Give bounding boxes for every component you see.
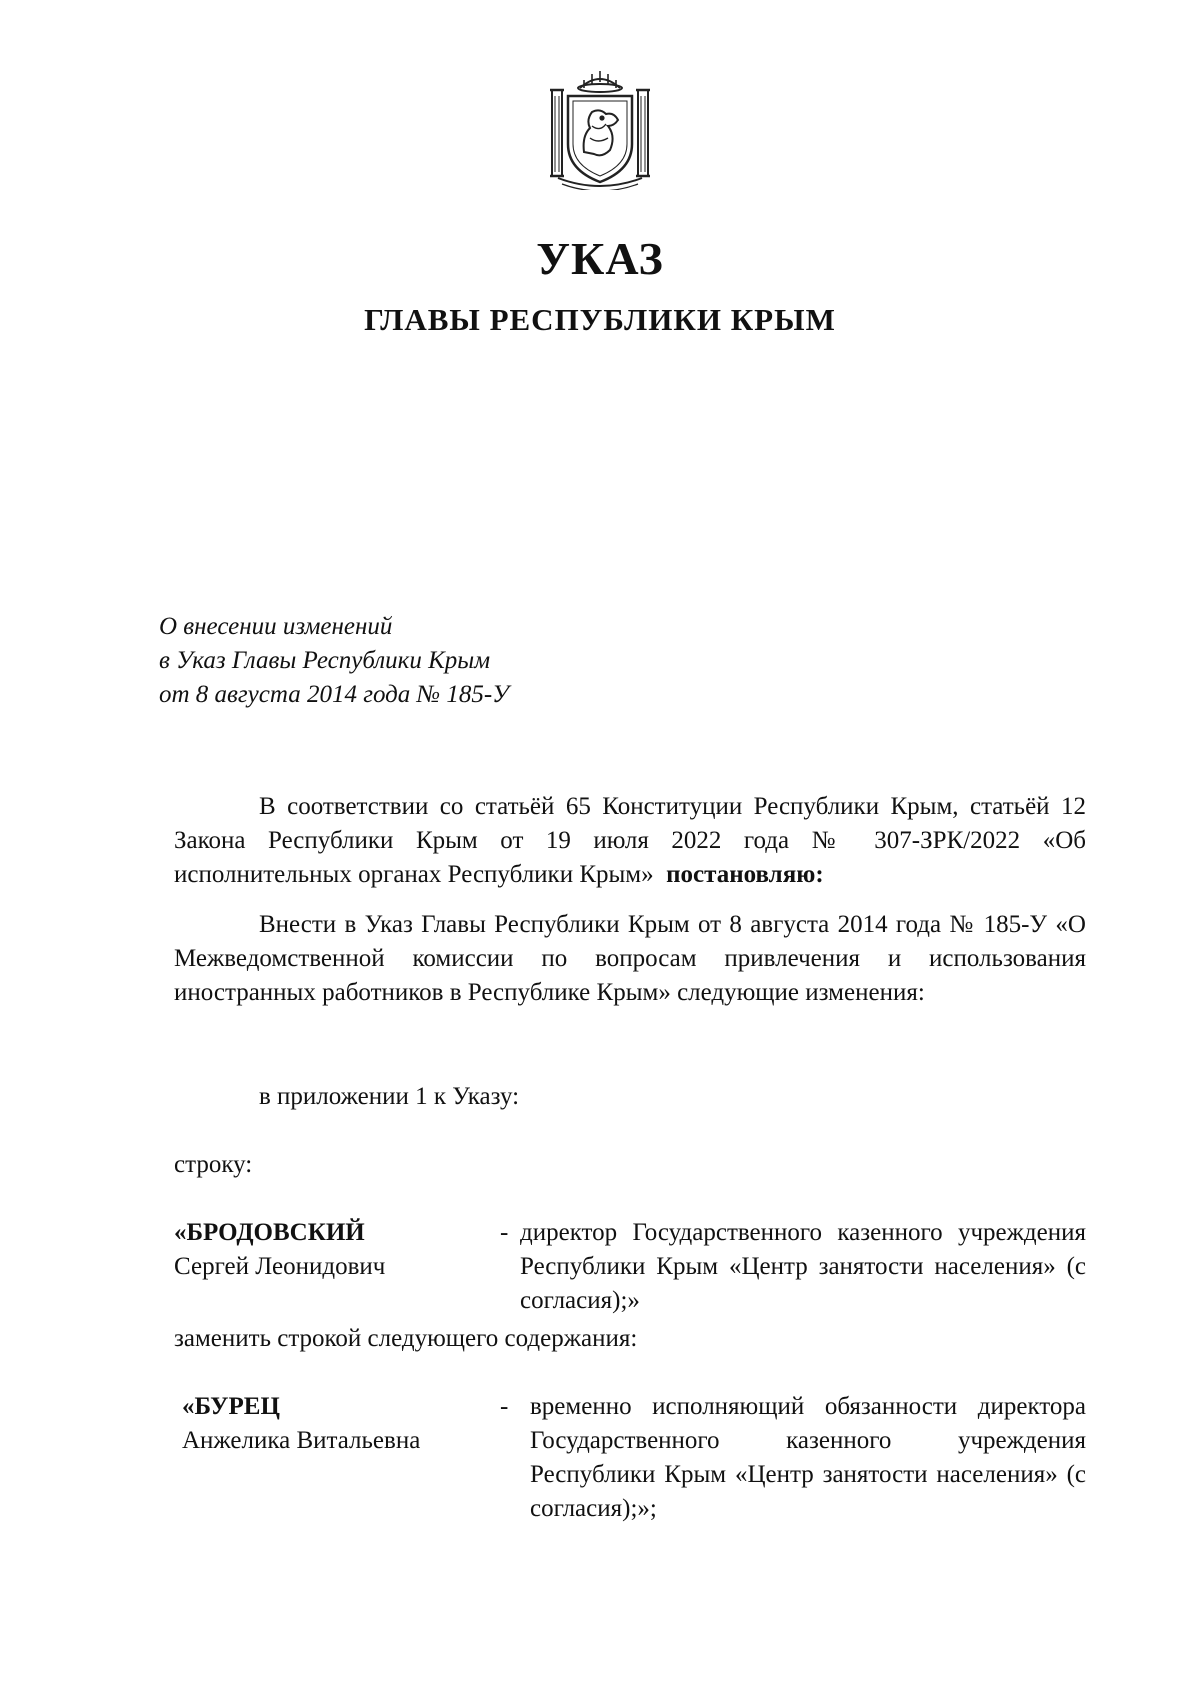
line-label: строку: (174, 1151, 253, 1178)
subject-line-1: О внесении изменений (159, 613, 393, 640)
subject-line-2: в Указ Главы Республики Крым (159, 647, 491, 674)
new-member-surname: «БУРЕЦ (182, 1393, 280, 1420)
amendment-paragraph: Внести в Указ Главы Республики Крым от 8 августа 2014 года № 185-У «О Межведомственной комиссии по вопросам привлечения и использования иностранных работников в Республике Крым» следующие изменения: (174, 911, 1086, 1006)
preamble-text: В соответствии со статьёй 65 Конституции Республики Крым, статьёй 12 Закона Республики Крым от 19 июля 2022 года № 307-ЗРК/2022 «Об исполнительных органах Республики Крым» (174, 793, 1086, 888)
replace-label: заменить строкой следующего содержания: (174, 1325, 638, 1352)
old-member-name (174, 1216, 474, 1284)
old-member-surname: «БРОДОВСКИЙ (174, 1219, 365, 1246)
decree-subject (159, 610, 509, 712)
subject-line-3: от 8 августа 2014 года № 185-У (159, 681, 509, 708)
old-member-dash: - (500, 1219, 509, 1246)
document-subtitle: ГЛАВЫ РЕСПУБЛИКИ КРЫМ (364, 302, 836, 337)
coat-of-arms-icon (544, 66, 656, 190)
old-member-given-names: Сергей Леонидович (174, 1253, 386, 1280)
resolve-word: постановляю: (666, 861, 824, 888)
new-member-dash: - (500, 1393, 509, 1420)
appendix-reference: в приложении 1 к Указу: (259, 1083, 520, 1110)
document-title: УКАЗ (536, 233, 664, 284)
new-member-given-names: Анжелика Витальевна (182, 1427, 421, 1454)
old-member-description: директор Государственного казенного учреждения Республики Крым «Центр занятости населения» (с согласия);» (520, 1219, 1086, 1314)
preamble-paragraph (174, 790, 1086, 892)
new-member-description: временно исполняющий обязанности директора Государственного казенного учреждения Республики Крым «Центр занятости населения» (с согласия);»; (530, 1393, 1086, 1522)
new-member-name (182, 1390, 482, 1458)
